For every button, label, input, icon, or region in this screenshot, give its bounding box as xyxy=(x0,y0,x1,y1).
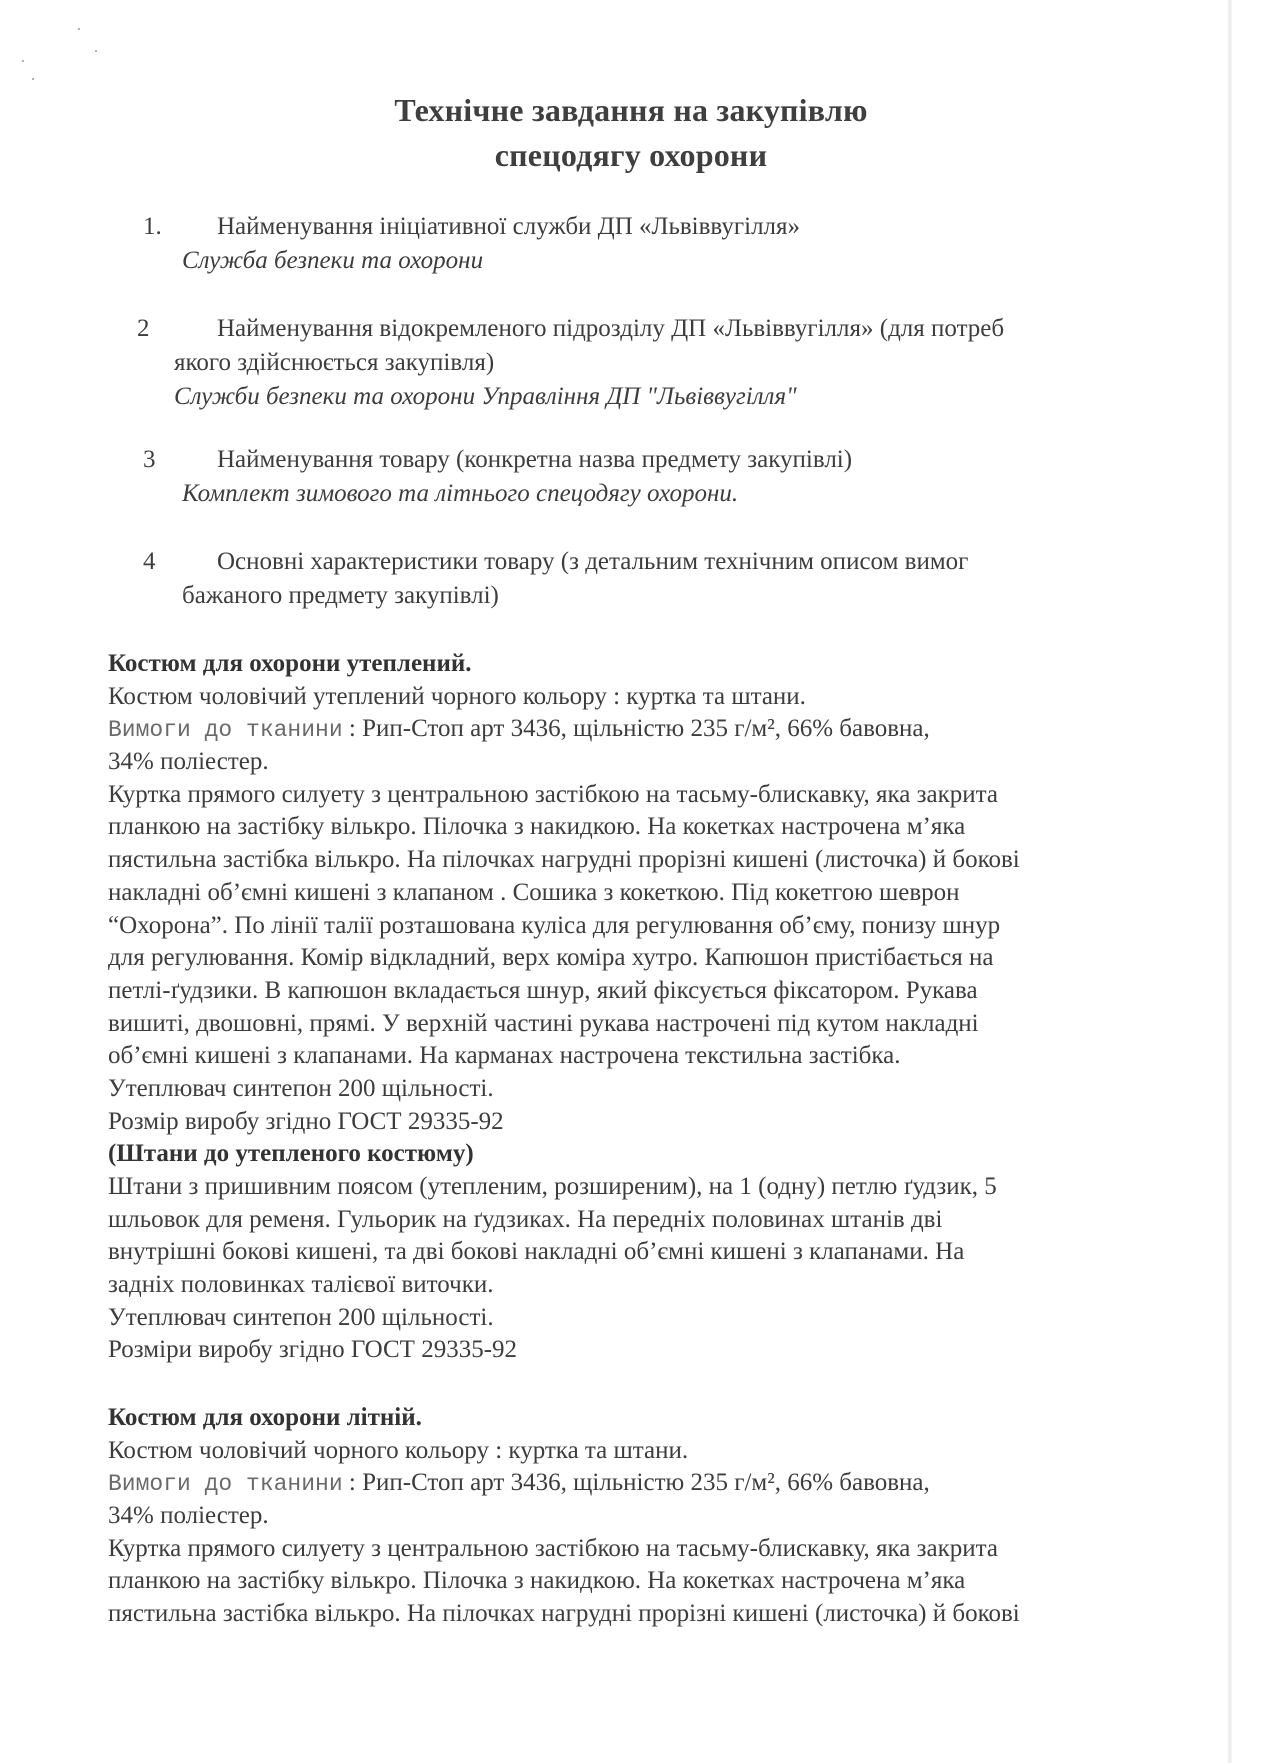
winter-fabric-line xyxy=(108,713,1020,746)
document-title-line2: спецодягу охорони xyxy=(494,137,768,173)
summer-fabric-label: Вимоги до тканини xyxy=(108,1471,343,1498)
summer-jacket-line: Куртка прямого силуету з центральною застібкою на тасьму-блискавку, яка закрита xyxy=(108,1534,998,1562)
winter-jacket-line: Куртка прямого силуету з центральною застібкою на тасьму-блискавку, яка закрита xyxy=(108,780,998,808)
summer-jacket-line: пястильна застібка вількро. На пілочках нагрудні прорізні кишені (листочка) й бокові xyxy=(108,1600,1020,1628)
summer-fabric-line xyxy=(108,1467,1020,1500)
section-4-heading: Основні характеристики товару (з детальним технічним описом вимог xyxy=(217,548,969,575)
section-4-number: 4 xyxy=(143,548,156,575)
winter-jacket-line: накладні об’ємні кишені з клапаном . Сошика з кокеткою. Під кокетгою шеврон xyxy=(108,878,960,906)
section-3-number: 3 xyxy=(143,446,156,473)
winter-fabric-colon: : xyxy=(342,715,363,743)
winter-pants-line: шльовок для ременя. Гульорик на ґудзиках. На передніх половинах штанів дві xyxy=(108,1205,943,1233)
section-2-heading-cont: якого здійснюється закупівля) xyxy=(174,349,495,376)
winter-jacket-line: пястильна застібка вількро. На пілочках нагрудні прорізні кишені (листочка) й бокові xyxy=(108,846,1020,874)
document-title-line1: Технічне завдання на закупівлю xyxy=(394,92,868,128)
winter-suit-description: Костюм чоловічий утеплений чорного кольору : куртка та штани. xyxy=(108,682,806,710)
winter-jacket-line: петлі-ґудзики. В капюшон вкладається шнур, який фіксується фіксатором. Рукава xyxy=(108,976,978,1004)
summer-jacket-line: планкою на застібку вількро. Пілочка з накидкою. На кокетках настрочена м’яка xyxy=(108,1567,966,1595)
winter-fabric-label: Вимоги до тканини xyxy=(108,717,343,744)
summer-suit-description: Костюм чоловічий чорного кольору : куртка та штани. xyxy=(108,1436,689,1464)
section-2-number: 2 xyxy=(137,315,150,342)
section-2-value: Служби безпеки та охорони Управління ДП "Львіввугілля" xyxy=(174,383,797,410)
winter-pants-line: Розміри виробу згідно ГОСТ 29335-92 xyxy=(108,1336,518,1364)
section-2-heading: Найменування відокремленого підрозділу ДП «Львіввугілля» (для потреб xyxy=(217,315,1005,342)
section-1-number: 1. xyxy=(143,213,162,240)
winter-jacket-line: об’ємні кишені з клапанами. На карманах настрочена текстильна застібка. xyxy=(108,1042,901,1070)
summer-suit-heading: Костюм для охорони літній. xyxy=(108,1404,422,1431)
winter-suit-heading: Костюм для охорони утеплений. xyxy=(108,650,472,677)
winter-fabric-value: Рип-Стоп арт 3436, щільністю 235 г/м², 66% бавовна, xyxy=(362,715,930,743)
winter-suit-block xyxy=(108,648,1020,1367)
winter-pants-line: внутрішні бокові кишені, та дві бокові накладні об’ємні кишені з клапанами. На xyxy=(108,1238,965,1266)
winter-pants-line: задніх половинках талієвої виточки. xyxy=(108,1271,494,1299)
section-4-heading-cont: бажаного предмету закупівлі) xyxy=(182,582,499,609)
winter-jacket-line: планкою на застібку вількро. Пілочка з накидкою. На кокетках настрочена м’яка xyxy=(108,813,966,841)
section-3-value: Комплект зимового та літнього спецодягу охорони. xyxy=(182,480,739,507)
summer-fabric-value-cont: 34% поліестер. xyxy=(108,1502,269,1530)
section-1-heading: Найменування ініціативної служби ДП «Львіввугілля» xyxy=(217,213,801,240)
winter-fabric-value-cont: 34% поліестер. xyxy=(108,748,269,776)
section-3-heading: Найменування товару (конкретна назва предмету закупівлі) xyxy=(217,446,853,473)
winter-pants-line: Утеплювач синтепон 200 щільності. xyxy=(108,1303,494,1331)
section-1-value: Служба безпеки та охорони xyxy=(182,247,484,274)
summer-suit-block xyxy=(108,1402,1020,1631)
summer-fabric-colon: : xyxy=(342,1469,363,1497)
winter-jacket-line: Утеплювач синтепон 200 щільності. xyxy=(108,1074,494,1102)
winter-jacket-line: для регулювання. Комір відкладний, верх коміра хутро. Капюшон пристібається на xyxy=(108,944,994,972)
winter-pants-heading: (Штани до утепленого костюму) xyxy=(108,1140,474,1168)
summer-fabric-value: Рип-Стоп арт 3436, щільністю 235 г/м², 66% бавовна, xyxy=(362,1469,930,1497)
winter-jacket-line: “Охорона”. По лінії талії розташована куліса для регулювання об’єму, понизу шнур xyxy=(108,911,1001,939)
winter-jacket-line: Розмір виробу згідно ГОСТ 29335-92 xyxy=(108,1107,504,1135)
scan-edge-shadow xyxy=(1228,0,1232,1763)
winter-jacket-line: вишиті, двошовні, прямі. У верхній частині рукава настрочені під кутом накладні xyxy=(108,1009,979,1037)
winter-pants-line: Штани з пришивним поясом (утепленим, розширеним), на 1 (одну) петлю ґудзик, 5 xyxy=(108,1173,997,1200)
